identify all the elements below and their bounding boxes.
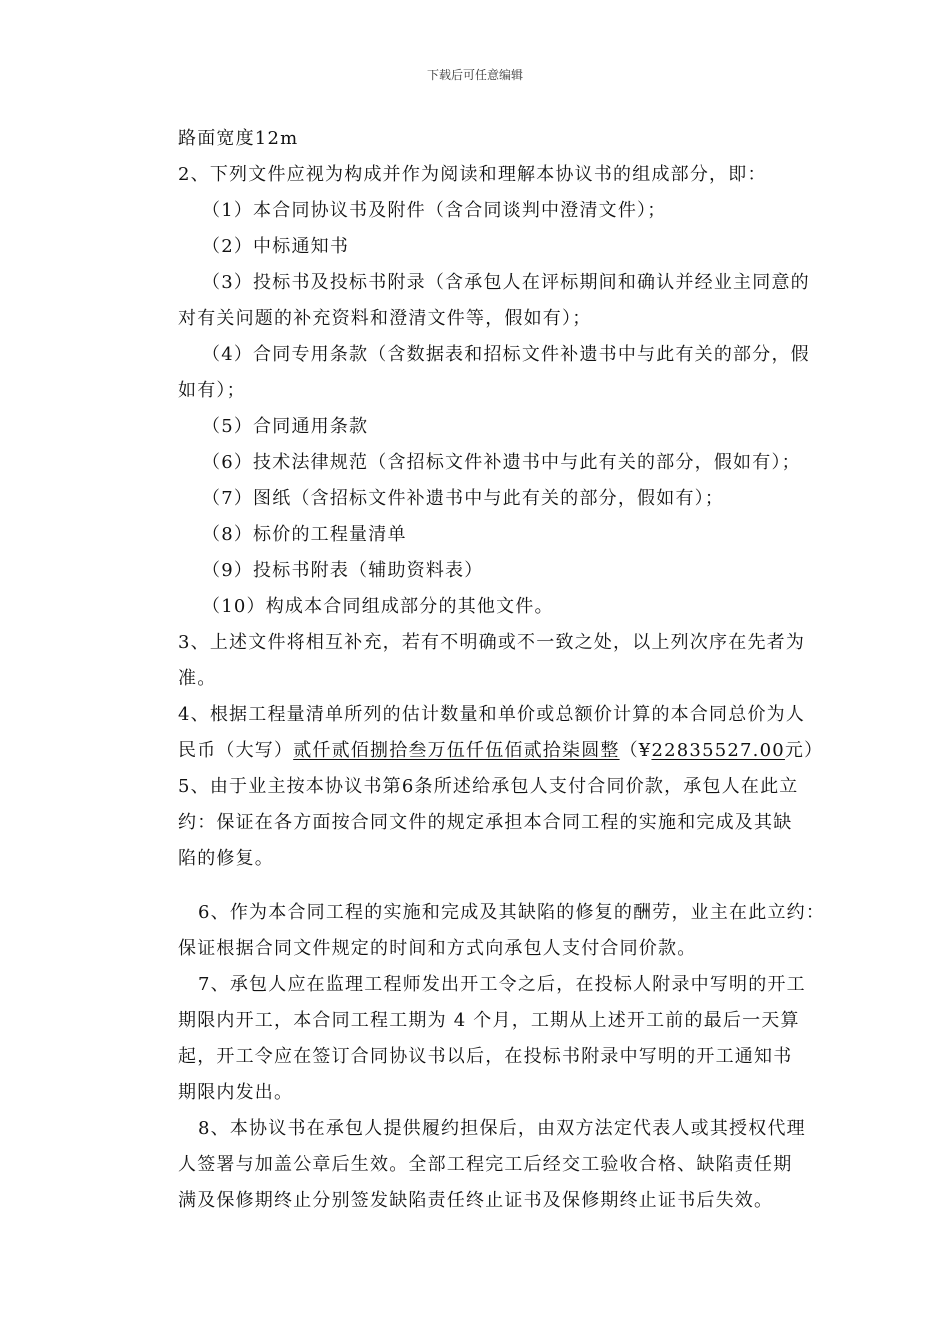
paragraph-line: 如有）； xyxy=(178,380,246,401)
page-header: 下载后可任意编辑 xyxy=(426,68,523,82)
list-item: （8）标价的工程量清单 xyxy=(202,524,407,545)
list-item: （3）投标书及投标书附录（含承包人在评标期间和确认并经业主同意的 xyxy=(202,272,810,293)
paragraph-line: 期限内开工，本合同工程工期为 4 个月，工期从上述开工前的最后一天算 xyxy=(178,1010,800,1031)
paragraph-line: 起，开工令应在签订合同协议书以后，在投标书附录中写明的开工通知书 xyxy=(178,1046,793,1067)
list-item: （10）构成本合同组成部分的其他文件。 xyxy=(202,596,554,617)
paragraph-line: 陷的修复。 xyxy=(178,848,274,869)
price-suffix: 元） xyxy=(784,740,824,761)
contract-price-line xyxy=(178,733,824,769)
list-item: （4）合同专用条款（含数据表和招标文件补遗书中与此有关的部分，假 xyxy=(202,344,810,365)
paragraph-line: 2、下列文件应视为构成并作为阅读和理解本协议书的组成部分，即： xyxy=(178,164,767,185)
paragraph-line: 满及保修期终止分别签发缺陷责任终止证书及保修期终止证书后失效。 xyxy=(178,1190,774,1211)
paragraph-line: 期限内发出。 xyxy=(178,1082,294,1103)
paragraph-line: 7、承包人应在监理工程师发出开工令之后，在投标人附录中写明的开工 xyxy=(198,974,806,995)
paragraph-line: 6、作为本合同工程的实施和完成及其缺陷的修复的酬劳，业主在此立约： xyxy=(198,902,826,923)
list-item: （6）技术法律规范（含招标文件补遗书中与此有关的部分，假如有）； xyxy=(202,452,801,473)
paragraph-line: 4、根据工程量清单所列的估计数量和单价或总额价计算的本合同总价为人 xyxy=(178,704,806,725)
paragraph-line: 准。 xyxy=(178,668,217,689)
price-amount-number: 22835527.00 xyxy=(651,740,785,761)
price-amount-words: 贰仟贰佰捌拾叁万伍仟伍佰贰拾柒圆整 xyxy=(293,740,620,761)
list-item: （1）本合同协议书及附件（含合同谈判中澄清文件）； xyxy=(202,200,667,221)
list-item: （7）图纸（含招标文件补遗书中与此有关的部分，假如有）； xyxy=(202,488,725,509)
price-open: （¥ xyxy=(619,740,652,761)
paragraph-line: 3、上述文件将相互补充，若有不明确或不一致之处，以上列次序在先者为 xyxy=(178,632,806,653)
list-item: （2）中标通知书 xyxy=(202,236,350,257)
document-body xyxy=(178,121,826,1219)
paragraph-line: 5、由于业主按本协议书第6条所述给承包人支付合同价款，承包人在此立 xyxy=(178,776,799,797)
paragraph-line: 8、本协议书在承包人提供履约担保后，由双方法定代表人或其授权代理 xyxy=(198,1118,806,1139)
paragraph-line: 约：保证在各方面按合同文件的规定承担本合同工程的实施和完成及其缺 xyxy=(178,812,793,833)
paragraph-gap xyxy=(178,877,818,895)
paragraph-line: 对有关问题的补充资料和澄清文件等，假如有）； xyxy=(178,308,592,329)
paragraph-line: 保证根据合同文件规定的时间和方式向承包人支付合同价款。 xyxy=(178,938,697,959)
list-item: （5）合同通用条款 xyxy=(202,416,369,437)
paragraph-line: 人签署与加盖公章后生效。全部工程完工后经交工验收合格、缺陷责任期 xyxy=(178,1154,793,1175)
list-item: （9）投标书附表（辅助资料表） xyxy=(202,560,484,581)
paragraph-line: 路面宽度12m xyxy=(178,128,299,149)
price-prefix: 民币（大写） xyxy=(178,740,294,761)
